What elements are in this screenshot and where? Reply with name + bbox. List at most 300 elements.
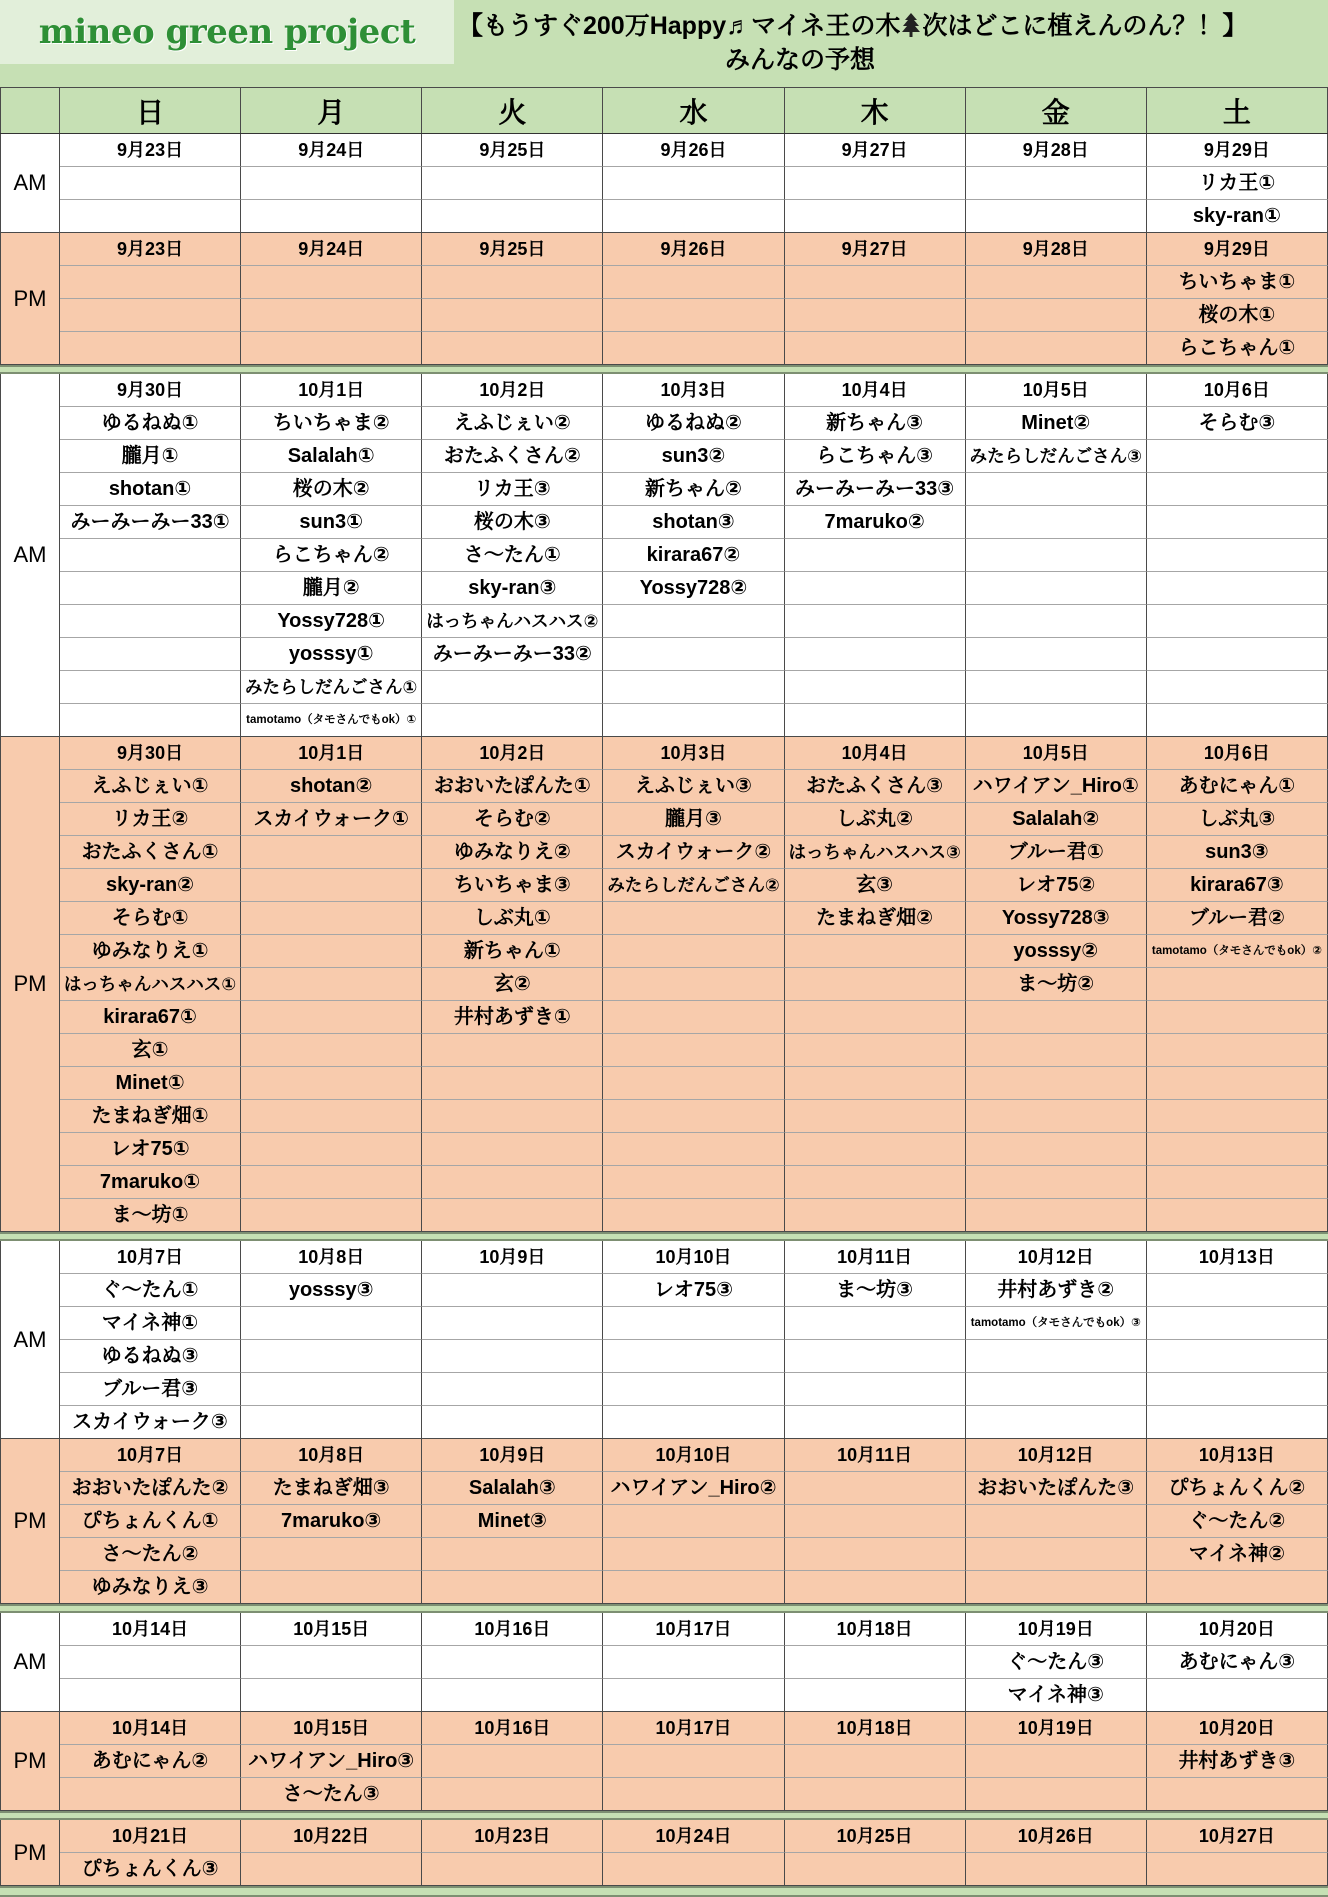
date-text: 10月8日	[298, 1445, 365, 1465]
prediction-cell	[1147, 1745, 1328, 1778]
prediction-name: はっちゃんハスハス①	[63, 974, 237, 994]
page-subtitle: みんなの予想	[724, 46, 875, 74]
prediction-cell	[785, 506, 966, 539]
empty-cell	[603, 1133, 784, 1166]
prediction-name: ぴちょんくん②	[1168, 1477, 1306, 1499]
prediction-name: みたらしだんごさん③	[969, 446, 1142, 466]
date-text: 10月16日	[474, 1619, 551, 1639]
prediction-name: 朧月③	[665, 808, 722, 830]
prediction-cell	[241, 1778, 422, 1811]
prediction-name: らこちゃん②	[272, 544, 390, 566]
prediction-name: ブルー君②	[1188, 907, 1285, 929]
empty-cell	[603, 167, 784, 200]
empty-cell	[785, 1067, 966, 1100]
empty-cell	[60, 605, 241, 638]
prediction-name: 新ちゃん②	[645, 478, 742, 500]
empty-cell	[1147, 1199, 1328, 1232]
date-text: 10月3日	[660, 743, 727, 763]
date-cell	[785, 737, 966, 770]
date-text: 10月7日	[117, 1247, 184, 1267]
prediction-cell	[60, 1274, 241, 1307]
empty-cell	[422, 671, 603, 704]
date-cell	[1147, 374, 1328, 407]
prediction-cell	[966, 770, 1147, 803]
date-cell	[603, 1241, 784, 1274]
empty-cell	[785, 572, 966, 605]
prediction-name: マイネ神①	[101, 1312, 199, 1334]
week-section	[0, 374, 1328, 1241]
prediction-name: 井村あずき②	[997, 1279, 1115, 1301]
date-text: 10月15日	[293, 1718, 370, 1738]
date-cell	[785, 374, 966, 407]
prediction-cell	[1147, 770, 1328, 803]
prediction-name: shotan①	[108, 478, 192, 500]
empty-cell	[785, 332, 966, 365]
week-section	[0, 1820, 1328, 1897]
empty-cell	[422, 1571, 603, 1604]
date-cell	[60, 1712, 241, 1745]
empty-cell	[422, 1340, 603, 1373]
prediction-name: らこちゃん①	[1178, 337, 1296, 359]
empty-cell	[422, 1274, 603, 1307]
page-title	[458, 11, 1247, 41]
prediction-cell	[966, 935, 1147, 968]
prediction-name: 玄③	[856, 874, 894, 896]
prediction-cell	[60, 473, 241, 506]
empty-cell	[603, 200, 784, 233]
prediction-cell	[241, 1274, 422, 1307]
date-cell	[603, 1712, 784, 1745]
prediction-cell	[603, 440, 784, 473]
date-text: 9月26日	[660, 140, 727, 160]
empty-cell	[241, 266, 422, 299]
date-cell	[966, 737, 1147, 770]
prediction-cell	[966, 869, 1147, 902]
date-cell	[241, 1820, 422, 1853]
prediction-name: リカ王②	[111, 808, 189, 830]
empty-cell	[241, 968, 422, 1001]
prediction-name: ゆるねぬ②	[645, 412, 742, 434]
empty-cell	[241, 1571, 422, 1604]
date-text: 10月18日	[836, 1718, 913, 1738]
prediction-name: 桜の木③	[473, 511, 551, 533]
prediction-cell	[785, 836, 966, 869]
empty-cell	[966, 1778, 1147, 1811]
prediction-name: 井村あずき①	[453, 1006, 571, 1028]
date-cell	[966, 1613, 1147, 1646]
empty-cell	[966, 1406, 1147, 1439]
prediction-cell	[603, 1472, 784, 1505]
prediction-name: ブルー君①	[1007, 841, 1104, 863]
date-cell	[785, 134, 966, 167]
date-text: 10月20日	[1198, 1619, 1275, 1639]
empty-cell	[603, 1778, 784, 1811]
prediction-name: 朧月②	[302, 577, 360, 599]
date-text: 10月12日	[1017, 1445, 1094, 1465]
empty-cell	[966, 1166, 1147, 1199]
week-section	[0, 1241, 1328, 1613]
prediction-name: ぐ〜たん②	[1188, 1510, 1286, 1532]
empty-cell	[241, 1166, 422, 1199]
prediction-name: Minet①	[115, 1072, 185, 1094]
prediction-name: みーみーみー33①	[70, 511, 230, 533]
empty-cell	[603, 1034, 784, 1067]
empty-cell	[785, 1679, 966, 1712]
empty-cell	[1147, 440, 1328, 473]
date-text: 10月9日	[479, 1445, 546, 1465]
date-cell	[241, 1613, 422, 1646]
empty-cell	[422, 1307, 603, 1340]
prediction-name: ぴちょんくん①	[81, 1510, 219, 1532]
prediction-name: あむにゃん①	[1178, 775, 1296, 797]
prediction-cell	[1147, 902, 1328, 935]
prediction-name: tamotamo（タモさんでもok）①	[246, 714, 417, 726]
day-header-wed: 水	[603, 88, 784, 133]
empty-cell	[603, 1679, 784, 1712]
date-cell	[241, 737, 422, 770]
empty-cell	[603, 671, 784, 704]
period-label: PM	[0, 1820, 60, 1886]
empty-cell	[1147, 671, 1328, 704]
empty-cell	[966, 539, 1147, 572]
empty-cell	[966, 605, 1147, 638]
prediction-name: Yossy728③	[1001, 907, 1110, 929]
date-cell	[60, 1613, 241, 1646]
date-text: 10月5日	[1022, 380, 1089, 400]
prediction-cell	[422, 968, 603, 1001]
prediction-cell	[60, 770, 241, 803]
prediction-name: らこちゃん③	[816, 445, 934, 467]
prediction-cell	[422, 770, 603, 803]
date-cell	[422, 134, 603, 167]
prediction-name: リカ王①	[1198, 172, 1276, 194]
prediction-name: 桜の木①	[1198, 304, 1276, 326]
prediction-cell	[241, 803, 422, 836]
prediction-name: Yossy728①	[277, 610, 386, 632]
prediction-name: yosssy①	[288, 643, 374, 665]
prediction-name: ちいちゃま①	[1178, 271, 1296, 293]
empty-cell	[966, 704, 1147, 737]
prediction-name: たまねぎ畑②	[816, 907, 934, 929]
empty-cell	[241, 299, 422, 332]
empty-cell	[966, 1100, 1147, 1133]
date-cell	[1147, 1241, 1328, 1274]
prediction-name: kirara67②	[646, 544, 741, 566]
empty-cell	[785, 605, 966, 638]
date-text: 10月10日	[655, 1445, 732, 1465]
prediction-name: Minet③	[477, 1510, 547, 1532]
prediction-cell	[1147, 299, 1328, 332]
tree-icon	[901, 12, 921, 38]
prediction-cell	[60, 836, 241, 869]
date-cell	[603, 1613, 784, 1646]
date-text: 10月14日	[112, 1718, 189, 1738]
empty-cell	[966, 1199, 1147, 1232]
prediction-name: 朧月①	[121, 445, 179, 467]
empty-cell	[966, 1853, 1147, 1886]
empty-cell	[966, 167, 1147, 200]
schedule-body	[0, 134, 1328, 1897]
date-cell	[241, 1439, 422, 1472]
prediction-cell	[1147, 869, 1328, 902]
prediction-cell	[60, 1373, 241, 1406]
prediction-cell	[422, 1001, 603, 1034]
empty-cell	[966, 1133, 1147, 1166]
empty-cell	[966, 1745, 1147, 1778]
date-text: 10月22日	[293, 1826, 370, 1846]
prediction-name: sky-ran②	[106, 874, 195, 896]
empty-cell	[1147, 1571, 1328, 1604]
date-cell	[966, 374, 1147, 407]
pm-block	[0, 1712, 1328, 1811]
prediction-name: sun3③	[1205, 841, 1269, 863]
date-cell	[966, 233, 1147, 266]
empty-cell	[785, 299, 966, 332]
empty-cell	[966, 299, 1147, 332]
prediction-cell	[966, 1274, 1147, 1307]
date-cell	[422, 1712, 603, 1745]
prediction-cell	[60, 440, 241, 473]
prediction-name: えふじぇい①	[91, 775, 209, 797]
prediction-cell	[241, 671, 422, 704]
prediction-name: ハワイアン_Hiro②	[610, 1477, 777, 1499]
day-header-sat: 土	[1147, 88, 1328, 133]
date-text: 9月27日	[841, 239, 908, 259]
day-header-thu: 木	[785, 88, 966, 133]
empty-cell	[1147, 539, 1328, 572]
prediction-cell	[603, 473, 784, 506]
date-text: 9月24日	[298, 140, 365, 160]
date-cell	[241, 1241, 422, 1274]
prediction-cell	[785, 869, 966, 902]
empty-cell	[60, 200, 241, 233]
prediction-cell	[60, 1340, 241, 1373]
empty-cell	[603, 1571, 784, 1604]
empty-cell	[422, 1853, 603, 1886]
date-cell	[422, 1820, 603, 1853]
prediction-cell	[60, 1133, 241, 1166]
date-cell	[785, 1712, 966, 1745]
date-text: 10月13日	[1198, 1247, 1275, 1267]
empty-cell	[1147, 1307, 1328, 1340]
prediction-name: スカイウォーク①	[253, 808, 409, 830]
empty-cell	[966, 1505, 1147, 1538]
empty-cell	[241, 332, 422, 365]
day-header-fri: 金	[966, 88, 1147, 133]
prediction-name: おたふくさん②	[443, 445, 581, 467]
prediction-name: みーみーみー33②	[432, 643, 592, 665]
prediction-name: マイネ神③	[1007, 1684, 1104, 1706]
date-cell	[422, 737, 603, 770]
empty-cell	[1147, 968, 1328, 1001]
empty-cell	[603, 1406, 784, 1439]
empty-cell	[60, 671, 241, 704]
empty-cell	[241, 1373, 422, 1406]
prediction-name: 新ちゃん③	[826, 412, 924, 434]
empty-cell	[241, 1307, 422, 1340]
period-label: PM	[0, 1439, 60, 1604]
week-separator	[0, 1811, 1328, 1820]
prediction-name: レオ75③	[653, 1279, 734, 1301]
empty-cell	[603, 299, 784, 332]
prediction-cell	[785, 902, 966, 935]
date-cell	[603, 1439, 784, 1472]
empty-cell	[60, 167, 241, 200]
date-text: 10月16日	[474, 1718, 551, 1738]
date-text: 9月25日	[479, 140, 546, 160]
date-text: 9月27日	[841, 140, 908, 160]
date-text: 10月6日	[1203, 380, 1270, 400]
empty-cell	[603, 1199, 784, 1232]
prediction-name: しぶ丸①	[473, 907, 551, 929]
prediction-name: sky-ran③	[468, 577, 557, 599]
empty-cell	[966, 506, 1147, 539]
empty-cell	[966, 266, 1147, 299]
date-text: 10月26日	[1017, 1826, 1094, 1846]
prediction-cell	[785, 1274, 966, 1307]
prediction-cell	[603, 572, 784, 605]
prediction-cell	[241, 572, 422, 605]
empty-cell	[1147, 572, 1328, 605]
date-text: 10月11日	[837, 1247, 913, 1267]
date-cell	[422, 374, 603, 407]
prediction-name: はっちゃんハスハス③	[788, 842, 961, 862]
date-text: 10月20日	[1198, 1718, 1275, 1738]
prediction-cell	[785, 407, 966, 440]
prediction-cell	[241, 1472, 422, 1505]
am-block	[0, 1613, 1328, 1712]
prediction-cell	[603, 539, 784, 572]
pm-block	[0, 233, 1328, 365]
empty-cell	[966, 332, 1147, 365]
prediction-cell	[966, 407, 1147, 440]
empty-cell	[241, 1100, 422, 1133]
empty-cell	[60, 638, 241, 671]
empty-cell	[422, 299, 603, 332]
prediction-name: マイネ神②	[1188, 1543, 1286, 1565]
empty-cell	[1147, 1373, 1328, 1406]
date-text: 9月23日	[117, 140, 184, 160]
prediction-cell	[60, 1034, 241, 1067]
empty-cell	[966, 572, 1147, 605]
empty-cell	[966, 1538, 1147, 1571]
prediction-cell	[60, 869, 241, 902]
empty-cell	[785, 1406, 966, 1439]
date-cell	[603, 1820, 784, 1853]
empty-cell	[422, 1199, 603, 1232]
prediction-cell	[241, 1505, 422, 1538]
empty-cell	[966, 1340, 1147, 1373]
pm-block	[0, 1820, 1328, 1886]
empty-cell	[241, 1034, 422, 1067]
prediction-name: 7maruko①	[99, 1171, 201, 1193]
empty-cell	[60, 332, 241, 365]
prediction-cell	[966, 1472, 1147, 1505]
empty-cell	[603, 1745, 784, 1778]
prediction-cell	[1147, 200, 1328, 233]
am-block	[0, 134, 1328, 233]
date-text: 10月18日	[836, 1619, 913, 1639]
date-cell	[60, 1241, 241, 1274]
date-cell	[966, 1241, 1147, 1274]
date-cell	[422, 233, 603, 266]
empty-cell	[785, 1340, 966, 1373]
date-cell	[60, 737, 241, 770]
empty-cell	[422, 1373, 603, 1406]
prediction-cell	[1147, 803, 1328, 836]
empty-cell	[422, 1538, 603, 1571]
prediction-name: sky-ran①	[1192, 205, 1281, 227]
empty-cell	[241, 1340, 422, 1373]
prediction-cell	[966, 1307, 1147, 1340]
date-text: 9月23日	[117, 239, 184, 259]
prediction-name: そらむ②	[473, 808, 551, 830]
prediction-name: ハワイアン_Hiro③	[248, 1750, 415, 1772]
date-cell	[785, 1241, 966, 1274]
empty-cell	[1147, 1853, 1328, 1886]
date-text: 10月19日	[1017, 1619, 1094, 1639]
prediction-name: sun3②	[661, 445, 726, 467]
date-text: 10月4日	[841, 743, 908, 763]
date-cell	[422, 1241, 603, 1274]
date-cell	[1147, 1820, 1328, 1853]
empty-cell	[966, 1001, 1147, 1034]
am-block	[0, 374, 1328, 737]
empty-cell	[241, 836, 422, 869]
empty-cell	[603, 1307, 784, 1340]
date-cell	[241, 233, 422, 266]
prediction-name: みたらしだんごさん①	[245, 677, 418, 697]
prediction-name: そらむ①	[111, 907, 189, 929]
prediction-name: tamotamo（タモさんでもok）③	[970, 1317, 1141, 1329]
date-text: 10月27日	[1198, 1826, 1275, 1846]
empty-cell	[603, 704, 784, 737]
empty-cell	[785, 935, 966, 968]
prediction-name: 新ちゃん①	[463, 940, 561, 962]
empty-cell	[422, 1034, 603, 1067]
empty-cell	[785, 704, 966, 737]
weekday-header-row	[0, 88, 1328, 134]
prediction-cell	[422, 539, 603, 572]
date-text: 10月2日	[479, 743, 546, 763]
empty-cell	[603, 968, 784, 1001]
date-cell	[1147, 134, 1328, 167]
prediction-name: ブルー君③	[102, 1378, 199, 1400]
prediction-cell	[785, 440, 966, 473]
prediction-cell	[422, 572, 603, 605]
prediction-cell	[60, 968, 241, 1001]
date-text: 10月24日	[655, 1826, 732, 1846]
empty-cell	[785, 1133, 966, 1166]
date-text: 10月1日	[298, 743, 365, 763]
empty-cell	[1147, 1406, 1328, 1439]
date-cell	[603, 134, 784, 167]
empty-cell	[241, 1853, 422, 1886]
prediction-name: 7maruko③	[281, 1510, 382, 1532]
empty-cell	[60, 299, 241, 332]
prediction-cell	[1147, 332, 1328, 365]
prediction-name: shotan③	[652, 511, 735, 533]
period-label: PM	[0, 233, 60, 365]
prediction-cell	[241, 1745, 422, 1778]
period-label: AM	[0, 134, 60, 233]
prediction-name: 桜の木②	[292, 478, 370, 500]
prediction-cell	[60, 935, 241, 968]
prediction-cell	[603, 869, 784, 902]
empty-cell	[785, 1199, 966, 1232]
prediction-cell	[1147, 1538, 1328, 1571]
prediction-cell	[422, 407, 603, 440]
